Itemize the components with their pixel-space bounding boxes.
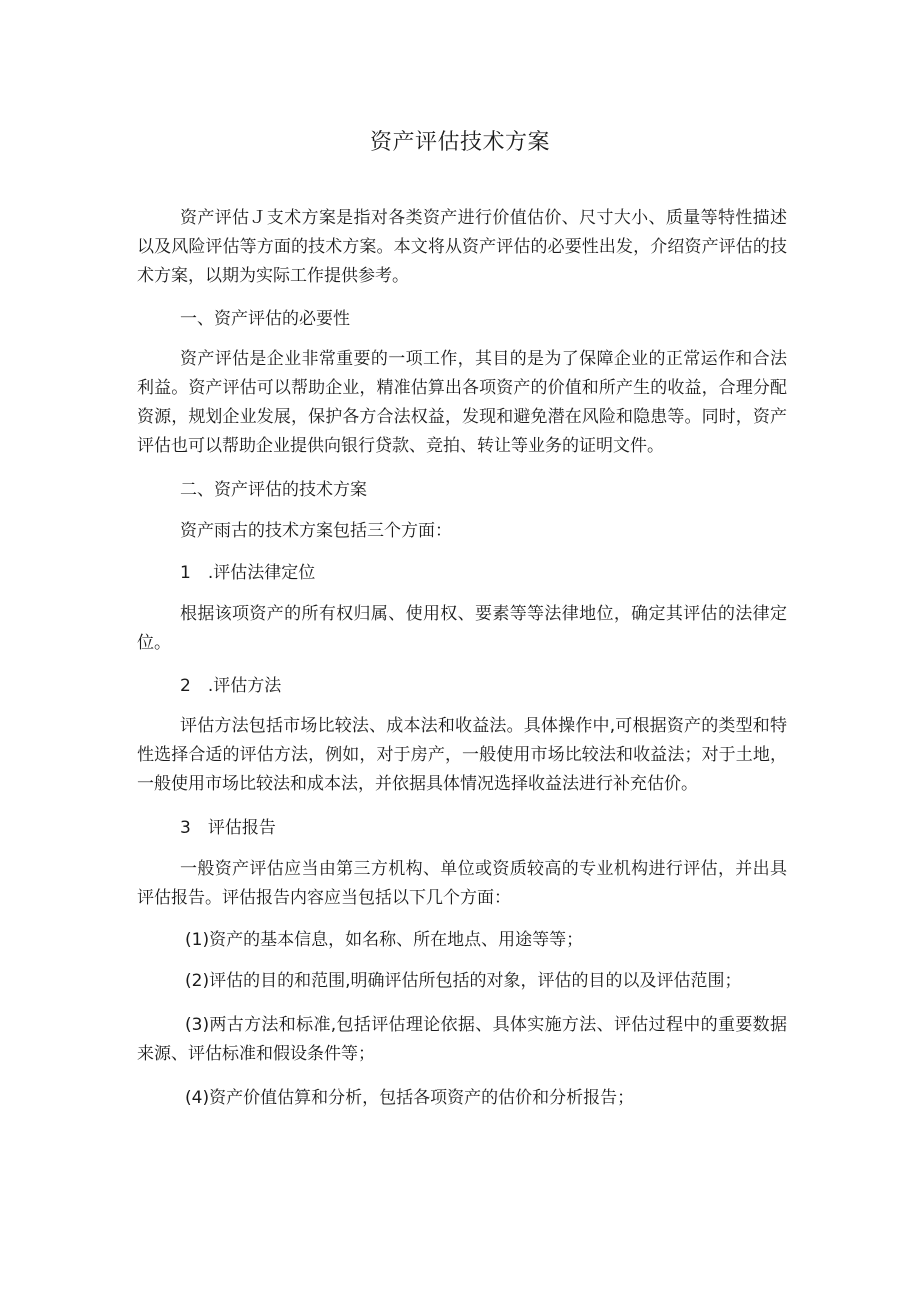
subsection3-paragraph: 一般资产评估应当由第三方机构、单位或资质较高的专业机构进行评估，并出具评估报告。评估报告内容应当包括以下几个方面： [137,859,787,908]
section1-heading: 一、资产评估的必要性 [180,309,350,329]
report-item-1: (1)资产的基本信息，如名称、所在地点、用途等等； [185,930,584,950]
document-title: 资产评估技术方案 [369,130,550,155]
report-item-3: (3)两古方法和标准,包括评估理论依据、具体实施方法、评估过程中的重要数据来源、评估标准和假设条件等； [137,1015,787,1064]
subsection1-heading: 1 .评估法律定位 [180,563,316,583]
intro-paragraph: 资产评估Ｊ支术方案是指对各类资产进行价值估价、尺寸大小、质量等特性描述以及风险评估等方面的技术方案。本文将从资产评估的必要性出发，介绍资产评估的技术方案，以期为实际工作提供参考。 [137,208,787,286]
subsection1-paragraph: 根据该项资产的所有权归属、使用权、要素等等法律地位，确定其评估的法律定位。 [137,604,787,653]
subsection3-heading: 3 评估报告 [180,818,276,838]
report-item-2: (2)评估的目的和范围,明确评估所包括的对象，评估的目的以及评估范围； [185,971,742,991]
section1-paragraph: 资产评估是企业非常重要的一项工作，其目的是为了保障企业的正常运作和合法利益。资产评估可以帮助企业，精准估算出各项资产的价值和所产生的收益，合理分配资源，规划企业发展，保护各方合法权益，发现和避免潜在风险和隐患等。同时，资产评估也可以帮助企业提供向银行贷款、竞拍、转让等业务的证明文件。 [137,349,787,456]
section2-heading: 二、资产评估的技术方案 [180,480,367,500]
subsection2-heading: 2 .评估方法 [180,676,282,696]
report-item-4: (4)资产价值估算和分析，包括各项资产的估价和分析报告； [185,1088,635,1108]
section2-intro: 资产雨古的技术方案包括三个方面： [180,521,452,541]
subsection2-paragraph: 评估方法包括市场比较法、成本法和收益法。具体操作中,可根据资产的类型和特性选择合适的评估方法，例如，对于房产，一般使用市场比较法和收益法；对于土地，一般使用市场比较法和成本法，并依据具体情况选择收益法进行补充估价。 [137,716,787,794]
